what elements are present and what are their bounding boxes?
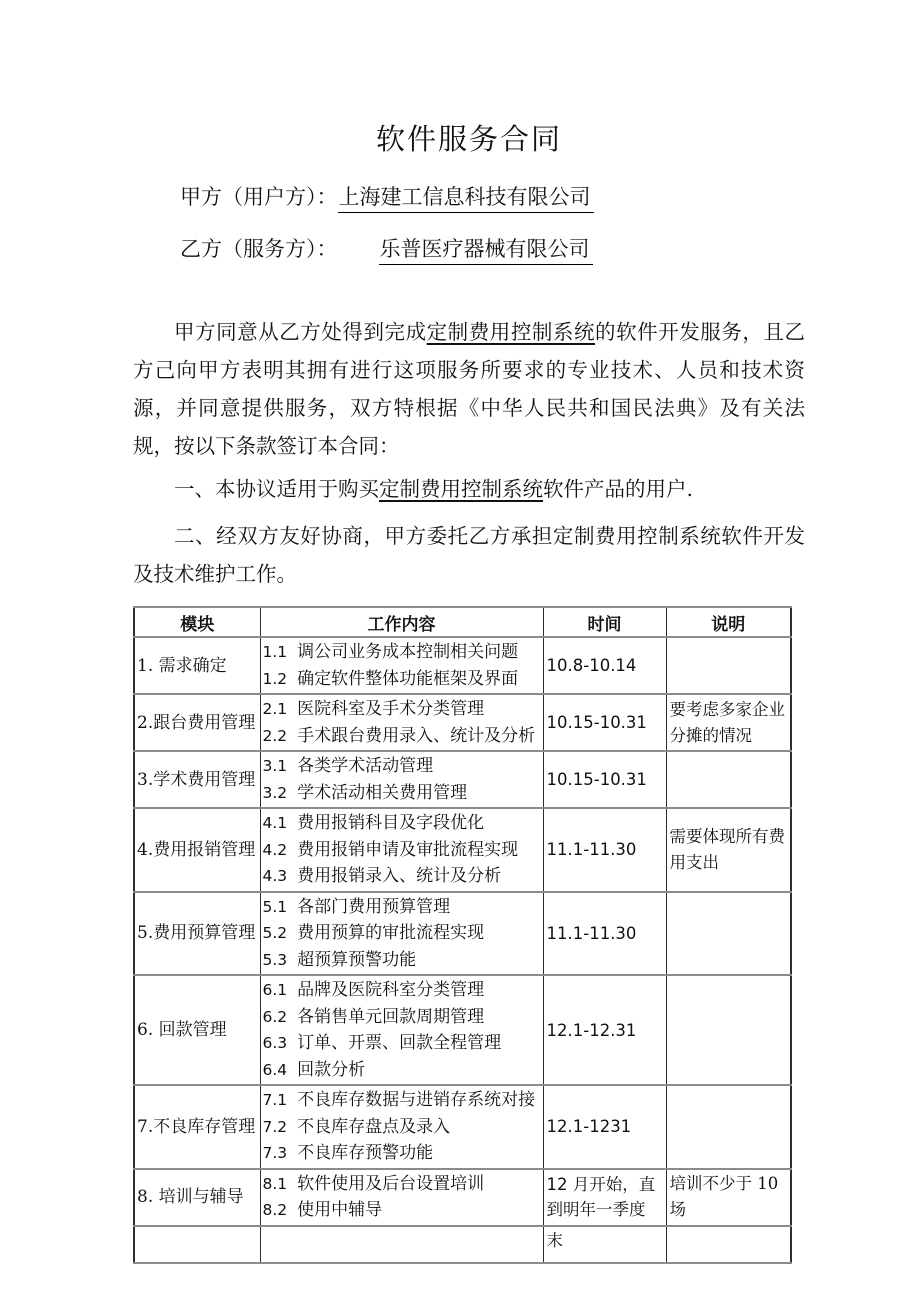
task-line [263,894,540,921]
time-cell: 10.15-10.31 [543,694,666,751]
task-text: 超预算预警功能 [297,949,417,970]
task-line [263,1140,540,1167]
clause-2-paragraph [133,517,805,593]
preamble-paragraph [133,313,805,465]
table-row [134,1226,791,1263]
task-line [263,863,540,890]
time-cell: 11.1-11.30 [543,808,666,892]
tasks-cell [260,892,543,976]
header-time: 时间 [543,607,666,637]
text-segment: 定制费用控制系统 [426,320,596,344]
task-text: 各类学术活动管理 [297,756,434,776]
task-number: 4.3 [262,867,288,885]
task-text: 不良库存盘点及录入 [297,1116,451,1137]
task-text: 医院科室及手术分类管理 [297,699,485,719]
tasks-cell [260,637,543,694]
note-cell [666,637,791,694]
module-cell: 5.费用预算管理 [134,892,260,976]
note-cell [666,975,791,1085]
task-text: 各销售单元回款周期管理 [297,1006,485,1027]
task-text: 学术活动相关费用管理 [297,782,468,803]
clause-1-paragraph [133,470,805,508]
task-line [263,639,540,666]
note-cell: 培训不少于 10 场 [666,1169,791,1226]
task-number: 6.3 [262,1034,288,1052]
time-cell: 11.1-11.30 [543,892,666,976]
table-row [134,1169,791,1226]
text-segment: 软件产品的用户. [543,477,694,501]
task-number: 2.2 [262,726,288,745]
table-row [134,694,791,751]
task-number: 3.2 [262,783,288,802]
task-text: 手术跟台费用录入、统计及分析 [297,725,536,746]
module-cell: 4.费用报销管理 [134,808,260,892]
time-cell: 末 [543,1226,666,1263]
note-cell: 要考虑多家企业分摊的情况 [666,694,791,751]
tasks-cell [260,1085,543,1169]
task-line [263,1171,540,1198]
table-row [134,808,791,892]
tasks-cell [260,808,543,892]
task-number: 3.1 [262,757,288,775]
task-number: 5.1 [262,897,288,916]
task-number: 6.1 [262,981,288,999]
header-work-content: 工作内容 [260,607,543,637]
party-b-name: 乐普医疗器械有限公司 [379,236,593,265]
tasks-cell [260,975,543,1085]
note-cell [666,751,791,808]
task-text: 各部门费用预算管理 [297,896,451,917]
text-segment: 一、本协议适用于购买 [174,477,379,501]
note-cell [666,1085,791,1169]
text-segment: 甲方同意从乙方处得到完成 [174,320,427,344]
party-a-label: 甲方（用户方）： [180,185,338,209]
task-line [263,1087,540,1114]
note-cell [666,892,791,976]
task-number: 1.2 [262,669,288,688]
table-row [134,637,791,694]
table-row [134,751,791,808]
table-header-row [134,607,791,637]
task-line [263,837,540,864]
module-cell: 3.学术费用管理 [134,751,260,808]
task-number: 4.1 [262,814,288,832]
task-line [263,1030,540,1057]
task-line [263,1004,540,1031]
task-text: 品牌及医院科室分类管理 [297,980,485,1000]
task-text: 软件使用及后台设置培训 [297,1173,485,1194]
task-text: 回款分析 [297,1059,366,1080]
task-line [263,920,540,947]
module-cell: 2.跟台费用管理 [134,694,260,751]
time-cell: 12.1-1231 [543,1085,666,1169]
party-b-line [180,236,805,265]
task-line [263,1057,540,1084]
text-segment: 的软件开发服务，且乙方己向甲方表明其拥有进行这项服务所要求的专业技术、人员和技术资源，并同意提供服务，双方特根据《中华人民共和国民法典》及有关法规，按以下条款签订本合同： [133,320,806,458]
task-text: 调公司业务成本控制相关问题 [297,642,519,662]
note-cell [666,1226,791,1263]
tasks-cell [260,1226,543,1263]
party-a-line [180,184,805,213]
task-number: 5.3 [262,950,288,969]
task-number: 4.2 [262,840,288,859]
task-text: 订单、开票、回款全程管理 [297,1033,502,1053]
header-note: 说明 [666,607,791,637]
tasks-cell [260,694,543,751]
party-b-label: 乙方（服务方）： [180,237,338,261]
work-schedule-table [133,606,792,1264]
table-row [134,1085,791,1169]
task-text: 费用报销录入、统计及分析 [297,866,502,886]
table-row [134,975,791,1085]
module-cell: 8. 培训与辅导 [134,1169,260,1226]
party-a-name: 上海建工信息科技有限公司 [338,184,594,213]
task-line [263,1114,540,1141]
task-line [263,947,540,974]
module-cell [134,1226,260,1263]
task-line [263,753,540,780]
task-number: 6.2 [262,1007,288,1026]
task-number: 7.2 [262,1117,288,1136]
time-cell: 12.1-12.31 [543,975,666,1085]
task-text: 使用中辅导 [297,1200,383,1220]
task-line [263,723,540,750]
task-number: 2.1 [262,700,288,718]
tasks-cell [260,1169,543,1226]
time-cell: 10.8-10.14 [543,637,666,694]
time-cell: 12 月开始，直到明年一季度 [543,1169,666,1226]
task-text: 不良库存预警功能 [297,1143,434,1163]
task-text: 费用报销科目及字段优化 [297,813,485,833]
text-segment: 二、经双方友好协商，甲方委托乙方承担定制费用控制系统软件开发及技术维护工作。 [133,524,805,586]
task-line [263,696,540,723]
page-title: 软件服务合同 [375,122,562,156]
task-line [263,1197,540,1224]
task-line [263,780,540,807]
module-cell: 1. 需求确定 [134,637,260,694]
task-number: 8.2 [262,1201,288,1219]
task-number: 7.3 [262,1144,288,1162]
time-cell: 10.15-10.31 [543,751,666,808]
header-module: 模块 [134,607,260,637]
task-number: 5.2 [262,924,288,942]
task-number: 7.1 [262,1091,288,1109]
module-cell: 7.不良库存管理 [134,1085,260,1169]
task-line [263,810,540,837]
task-text: 不良库存数据与进销存系统对接 [297,1090,536,1110]
task-line [263,666,540,693]
note-cell: 需要体现所有费用支出 [666,808,791,892]
task-number: 1.1 [262,643,288,661]
table-row [134,892,791,976]
tasks-cell [260,751,543,808]
task-text: 确定软件整体功能框架及界面 [297,668,519,689]
task-text: 费用报销申请及审批流程实现 [297,839,519,860]
task-line [263,977,540,1004]
text-segment: 定制费用控制系统 [379,477,543,501]
module-cell: 6. 回款管理 [134,975,260,1085]
task-number: 6.4 [262,1060,288,1079]
task-number: 8.1 [262,1174,288,1193]
task-text: 费用预算的审批流程实现 [297,923,485,943]
